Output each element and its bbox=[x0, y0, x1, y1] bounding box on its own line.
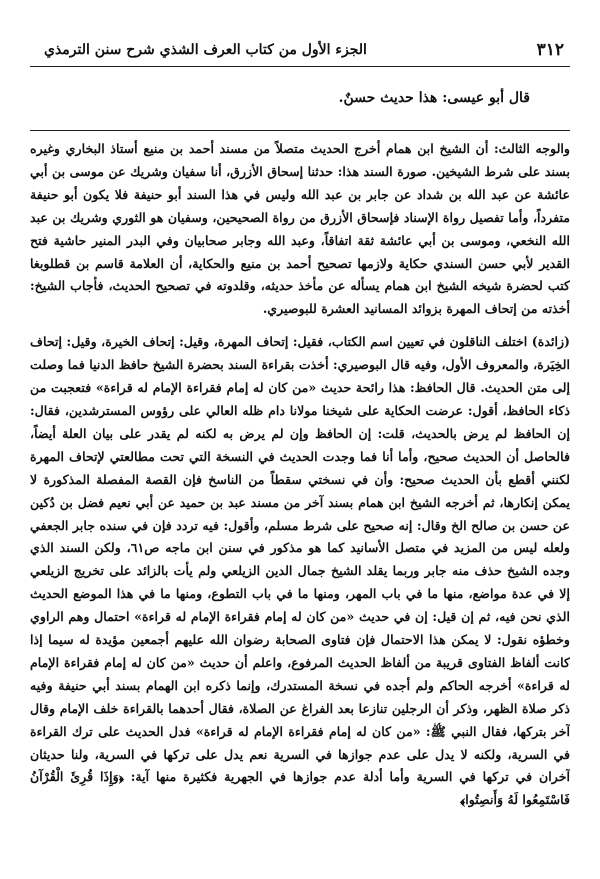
paragraph-third-aspect: والوجه الثالث: أن الشيخ ابن همام أخرج الحديث متصلاً من مسند أحمد بن منيع أستاذ البخاري وغيره بسند على شرط الشيخين. صورة السند هذا: حدثنا إسحاق الأزرق، أنا سفيان وشريك عن موسى بن أبي عائشة عن عبد الله بن شداد عن جابر بن عبد الله وليس في هذا السند أبو حنيفة فلا يكون أبو حنيفة متفرداً، وأما تفصيل رواة الإسناد فإسحاق الأزرق من رواة الصحيحين، وسفيان هو الثوري وشريك بن عبد الله النخعي، وموسى بن أبي عائشة ثقة اتفاقاً، وعبد الله وجابر صحابيان وفي البدر المنير حاشية فتح القدير لأبي حسن السندي حكاية ولازمها تصحيح أحمد بن منيع والحكاية، أن العلامة قاسم بن قطلوبغا كتب لحضرة شيخه الشيخ ابن همام يسأله عن مأخذ حديثه، وقلدوته في تصحيح الحديث، فأجاب الشيخ: أخذته من إتحاف المهرة بزوائد المسانيد العشرة للبوصيري. bbox=[30, 141, 570, 317]
hadith-quote: قال أبو عيسى: هذا حديث حسنٌ. bbox=[338, 90, 530, 106]
running-title: الجزء الأول من كتاب العرف الشذي شرح سنن الترمذي bbox=[44, 42, 367, 58]
page-number: ٣١٢ bbox=[536, 40, 564, 60]
body-text bbox=[30, 138, 570, 865]
paragraph-addendum: (زائدة) اختلف الناقلون في تعيين اسم الكتاب، فقيل: إتحاف المهرة، وقيل: إتحاف الخيرة، وقيل: إتحاف الخِيَرة، والمعروف الأول، وفيه قال البوصيري: أخذت بقراءة السند بحضرة الشيخ حافظ الدنيا فما وصلت إلى متن الحديث. قال الحافظ: هذا رائحة حديث «من كان له إمام فقراءة الإمام له قراءة» فتعجبت من ذكاء الحافظ، أقول: عرضت الحكاية على شيخنا مولانا دام ظله العالي على رؤوس المسترشدين، فقال: إن الحافظ لم يرض بالحديث، قلت: إن الحافظ وإن لم يرض به لكنه لم يقدر على بيان العلة أيضاً، فالحاصل أن الحديث صحيح، وأما أنا فما وجدت الحديث في النسخة التي تحت مطالعتي لإتحاف المهرة لكنني أقطع بأن الحديث صحيح: وأن في نسختي سقطاً من الناسخ فإن القصة المفصلة المذكورة لا يمكن إنكارها، ثم أخرجه الشيخ ابن همام بسند آخر من مسند عبد بن حميد عن أبي نعيم فضل بن دُكين عن حسن بن صالح الخ وقال: إنه صحيح على شرط مسلم، وأقول: فيه تردد فإن في سنده جابر الجعفي ولعله ليس من المزيد في متصل الأسانيد كما هو مذكور في سنن ابن ماجه ص٦١، ولكن السند الذي وجده الشيخ حذف منه جابر وربما يقلد الشيخ جمال الدين الزيلعي ولم يأت بالزائد على تخريج الزيلعي إلا في عدة مواضع، منها ما في باب المهر، ومنها ما في باب التطوع، ومنها ما في هذا الموضع الحديث الذي نحن فيه، ثم إن قيل: إن في حديث «من كان له إمام فقراءة الإمام له قراءة» احتمال وهم الراوي وخطؤه نقول: لا يمكن هذا الاحتمال فإن فتاوى الصحابة رضوان الله عليهم أجمعين مؤيدة له سيما إذا كانت ألفاظ الفتاوى قريبة من ألفاظ الحديث المرفوع، واعلم أن حديث «من كان له إمام فقراءة الإمام له قراءة» أخرجه الحاكم ولم أجده في نسخة المستدرك، وإنما ذكره ابن الهمام بسند أبي حنيفة وفيه ذكر صلاة الظهر، وذكر أن الرجلين تنازعا بعد الفراغ عن الصلاة، فقال أحدهما بالقراءة خلف الإمام وقال آخر بتركها، فقال النبي ﷺ: «من كان له إمام فقراءة الإمام له قراءة» فدل الحديث على ترك القراءة في السرية، ولكنه لا يدل على عدم جوازها في السرية نعم يدل على تركها في السرية، ولنا حديثان آخران في تركها في السرية وأما أدلة عدم جوازها في الجهرية فكثيرة منها آية: ﴿وَإِذَا قُرِئَ الْقُرْآنُ فَاسْتَمِعُوا لَهُ وَأَنصِتُوا﴾ bbox=[30, 334, 570, 808]
page-header bbox=[30, 26, 570, 67]
section-divider bbox=[30, 130, 570, 131]
